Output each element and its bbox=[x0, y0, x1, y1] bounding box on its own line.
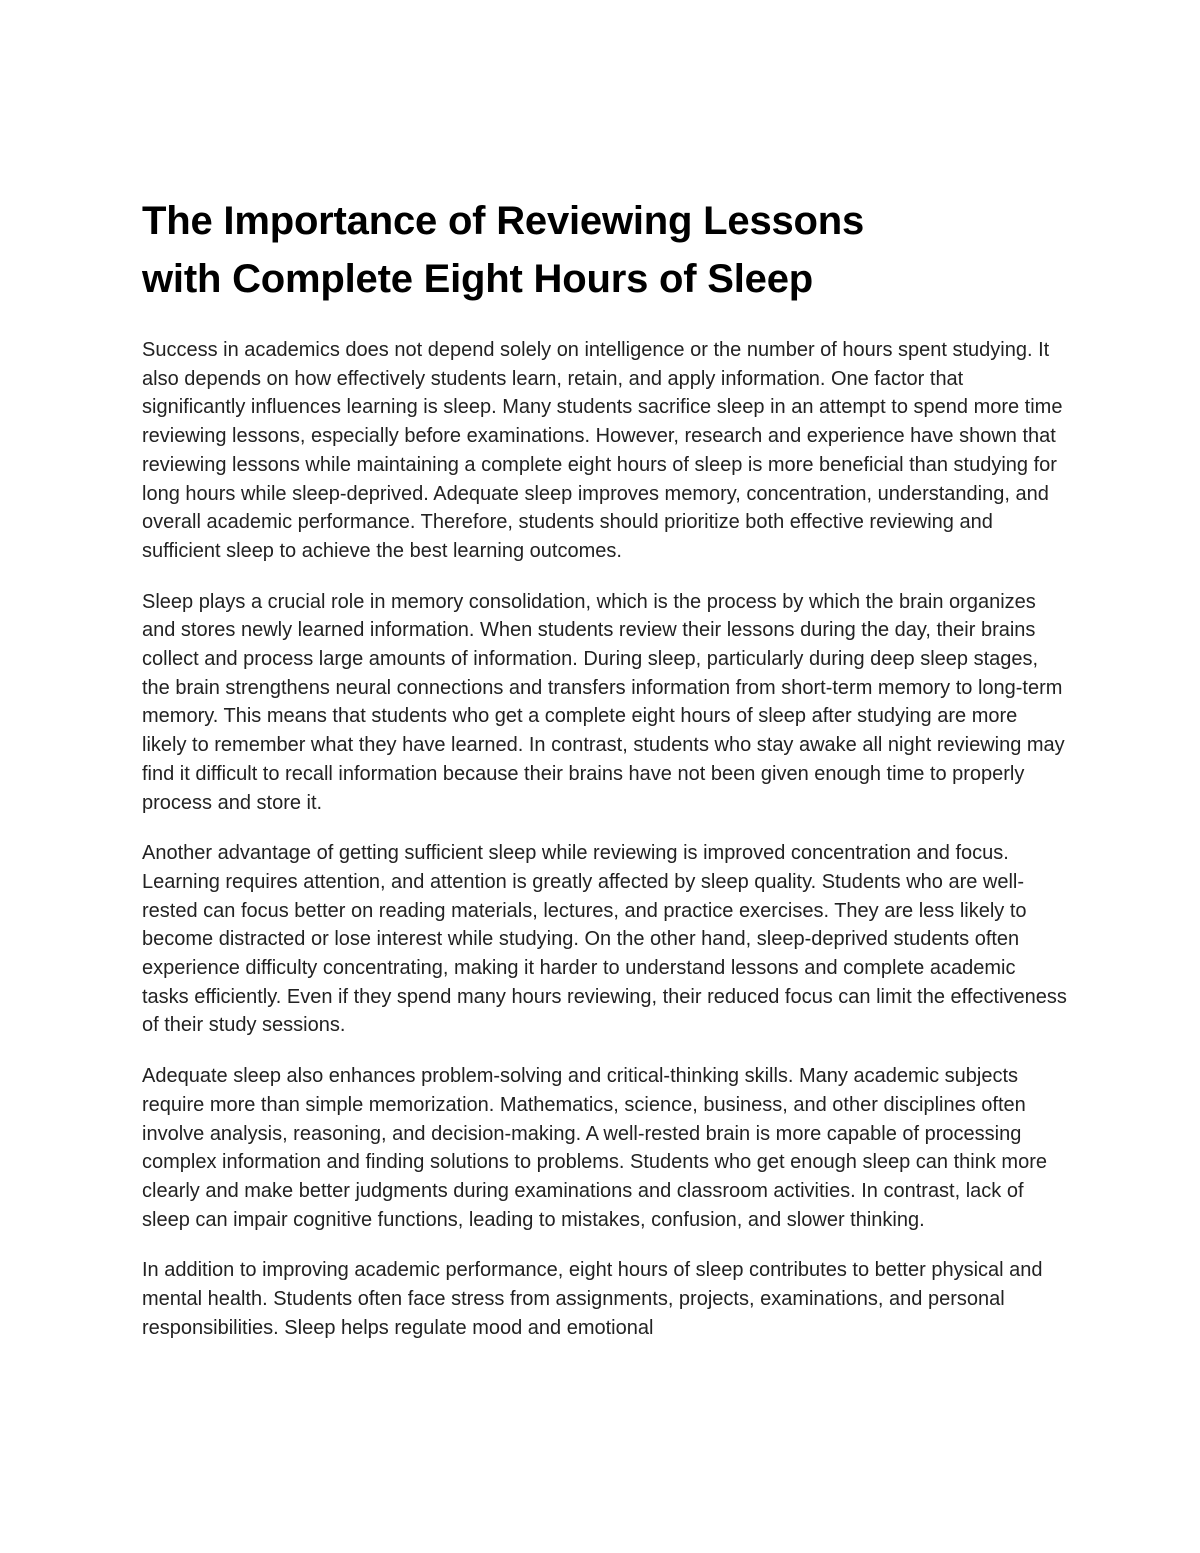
page-title bbox=[142, 192, 1067, 308]
paragraph-concentration: Another advantage of getting sufficient sleep while reviewing is improved concentration and focus. Learning requires attention, and attention is greatly affected by sleep quality. Students who are well-rested can focus better on reading materials, lectures, and practice exercises. They are less likely to become distracted or lose interest while studying. On the other hand, sleep-deprived students often experience difficulty concentrating, making it harder to understand lessons and complete academic tasks efficiently. Even if they spend many hours reviewing, their reduced focus can limit the effectiveness of their study sessions. bbox=[142, 842, 1067, 1037]
paragraph-intro: Success in academics does not depend solely on intelligence or the number of hours spent studying. It also depends on how effectively students learn, retain, and apply information. One factor that significantly influences learning is sleep. Many students sacrifice sleep in an attempt to spend more time reviewing lessons, especially before examinations. However, research and experience have shown that reviewing lessons while maintaining a complete eight hours of sleep is more beneficial than studying for long hours while sleep-deprived. Adequate sleep improves memory, concentration, understanding, and overall academic performance. Therefore, students should prioritize both effective reviewing and sufficient sleep to achieve the best learning outcomes. bbox=[142, 339, 1063, 562]
paragraph-problem-solving: Adequate sleep also enhances problem-solving and critical-thinking skills. Many academic subjects require more than simple memorization. Mathematics, science, business, and other disciplines often involve analysis, reasoning, and decision-making. A well-rested brain is more capable of processing complex information and finding solutions to problems. Students who get enough sleep can think more clearly and make better judgments during examinations and classroom activities. In contrast, lack of sleep can impair cognitive functions, leading to mistakes, confusion, and slower thinking. bbox=[142, 1065, 1047, 1231]
title-line-2: with Complete Eight Hours of Sleep bbox=[142, 257, 814, 301]
paragraph-memory-consolidation: Sleep plays a crucial role in memory consolidation, which is the process by which the brain organizes and stores newly learned information. When students review their lessons during the day, their brains collect and process large amounts of information. During sleep, particularly during deep sleep stages, the brain strengthens neural connections and transfers information from short-term memory to long-term memory. This means that students who get a complete eight hours of sleep after studying are more likely to remember what they have learned. In contrast, students who stay awake all night reviewing may find it difficult to recall information because their brains have not been given enough time to properly process and store it. bbox=[142, 590, 1065, 814]
paragraph-health: In addition to improving academic performance, eight hours of sleep contributes to better physical and mental health. Students often face stress from assignments, projects, examinations, and personal responsibilities. Sleep helps regulate mood and emotional bbox=[142, 1259, 1043, 1339]
title-line-1: The Importance of Reviewing Lessons bbox=[142, 199, 865, 243]
document-body bbox=[142, 192, 1067, 1365]
